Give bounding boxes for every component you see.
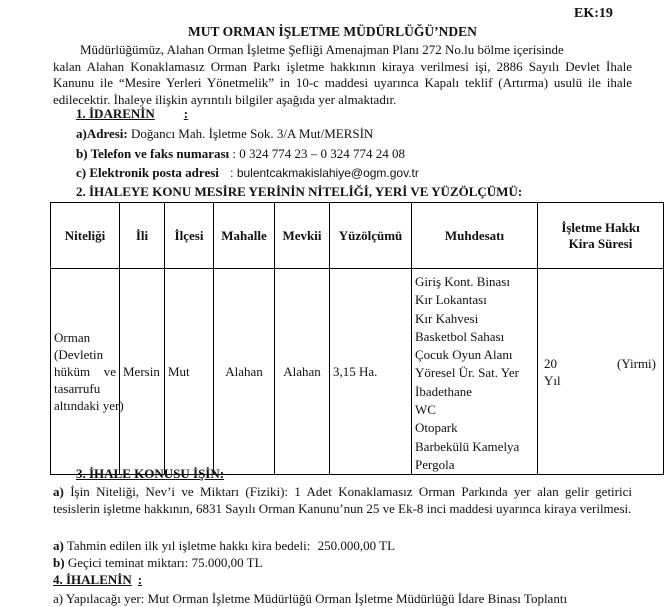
sure-line bbox=[544, 355, 660, 372]
list-item: Basketbol Sahası bbox=[415, 328, 505, 344]
list-item: Giriş Kont. Binası bbox=[415, 274, 510, 289]
list-item: Kır Kahvesi bbox=[415, 310, 479, 326]
deposit-line bbox=[53, 555, 263, 571]
sure-words: (Yirmi) bbox=[617, 355, 656, 371]
cell-ilcesi: Mut bbox=[165, 269, 214, 475]
email-value: : bulentcakmakislahiye@ogm.gov.tr bbox=[230, 166, 419, 180]
section-1-heading bbox=[76, 106, 188, 122]
niteligi-line: (Devletin bbox=[54, 347, 104, 363]
niteligi-word: ve bbox=[103, 364, 116, 380]
phone-value: : 0 324 774 23 – 0 324 774 24 08 bbox=[232, 146, 406, 161]
niteligi-line: Orman bbox=[54, 330, 91, 346]
section-4-colon: : bbox=[137, 572, 143, 587]
list-item: Çocuk Oyun Alanı bbox=[415, 347, 513, 363]
section-3-paragraph bbox=[53, 484, 632, 517]
list-item: Yöresel Ür. Sat. Yer bbox=[415, 365, 519, 381]
sure-number: 20 bbox=[544, 355, 557, 371]
cell-niteligi bbox=[51, 269, 124, 475]
deposit-label: b) bbox=[53, 555, 65, 570]
cell-ili: Mersin bbox=[120, 269, 165, 475]
intro-paragraph: kalan Alahan Konaklamasız Orman Parkı işletme hakkının kiraya verilmesi işi, 2886 Sayılı Devlet İhale Kanunu ile “Mesire Yerleri Yönetmelik” in 10-c maddesi uyarınca Kapalı teklif (Artırma) usulü ile ihale edilecektir. İhaleye ilişkin ayrıntılı bilgiler aşağıda yer almaktadır. bbox=[53, 58, 632, 107]
rent-value: 250.000,00 TL bbox=[317, 538, 396, 553]
niteligi-word: hüküm bbox=[54, 364, 91, 380]
deposit-value: 75.000,00 TL bbox=[191, 555, 263, 570]
list-item: Barbekülü Kamelya bbox=[415, 438, 520, 454]
cell-muhdesati bbox=[412, 269, 538, 475]
niteligi-line: tasarrufu bbox=[54, 381, 101, 397]
section-2-heading: 2. İHALEYE KONU MESİRE YERİNİN NİTELİĞİ, YERİ VE YÜZÖLÇÜMÜ: bbox=[76, 184, 523, 199]
header-kira-suresi: İşletme Hakkı Kira Süresi bbox=[538, 203, 664, 269]
section-4-title: 4. İHALENİN bbox=[53, 572, 132, 587]
section-1-title: 1. İDARENİN bbox=[76, 106, 155, 121]
table-row bbox=[51, 269, 664, 475]
rent-label: a) bbox=[53, 538, 64, 553]
document-title: MUT ORMAN İŞLETME MÜDÜRLÜĞÜ’NDEN bbox=[188, 24, 477, 39]
header-ili: İli bbox=[120, 203, 165, 269]
email-label: c) Elektronik posta adresi bbox=[76, 165, 219, 180]
section-4-item-a: a) Yapılacağı yer: Mut Orman İşletme Müdürlüğü Orman İşletme Müdürlüğü İdare Binası Toplantı bbox=[53, 591, 568, 606]
email-line bbox=[76, 165, 419, 181]
rent-text: Tahmin edilen ilk yıl işletme hakkı kira bedeli: bbox=[66, 538, 311, 553]
header-ilcesi: İlçesi bbox=[165, 203, 214, 269]
section-4-heading bbox=[53, 572, 142, 588]
niteligi-line bbox=[54, 363, 116, 380]
header-niteligi: Niteliği bbox=[51, 203, 120, 269]
intro-first-line: Müdürlüğümüz, Alahan Orman İşletme Şefliği Amenajman Planı 272 No.lu bölme içerisinde bbox=[80, 42, 564, 57]
address-line bbox=[76, 126, 373, 142]
cell-mahalle: Alahan bbox=[214, 269, 275, 475]
list-item: WC bbox=[415, 402, 436, 418]
list-item: Otopark bbox=[415, 420, 458, 436]
sure-unit: Yıl bbox=[544, 372, 561, 388]
list-item: Pergola bbox=[415, 456, 455, 472]
list-item: İbadethane bbox=[415, 383, 473, 399]
deposit-text: Geçici teminat miktarı: bbox=[67, 555, 189, 570]
list-item: Kır Lokantası bbox=[415, 292, 487, 308]
annex-number: EK:19 bbox=[574, 6, 613, 21]
item-a-text: İşin Niteliği, Nev’i ve Miktarı (Fiziki): 1 Adet Konaklamasız Orman Parkında yer alan gelir getirici tesislerin işletme hakkının, 6831 Sayılı Orman Kanunu’nun 25 ve Ek-8 inci maddesi uyarınca kiraya verilmesi. bbox=[53, 484, 632, 516]
rent-line bbox=[53, 538, 395, 554]
header-muhdesati: Muhdesatı bbox=[412, 203, 538, 269]
mesire-table bbox=[50, 202, 664, 475]
section-3-heading: 3. İHALE KONUSU İŞİN: bbox=[76, 466, 225, 481]
address-label: a)Adresi: bbox=[76, 126, 128, 141]
table-header-row bbox=[51, 203, 664, 269]
item-a-label: a) bbox=[53, 484, 64, 499]
cell-kira-suresi bbox=[538, 269, 664, 475]
phone-label: b) Telefon ve faks numarası bbox=[76, 146, 230, 161]
address-value: Doğancı Mah. İşletme Sok. 3/A Mut/MERSİN bbox=[131, 126, 374, 141]
cell-mevkii: Alahan bbox=[275, 269, 330, 475]
section-1-colon: : bbox=[183, 106, 189, 121]
header-mahalle: Mahalle bbox=[214, 203, 275, 269]
header-yuzolcumu: Yüzölçümü bbox=[330, 203, 412, 269]
niteligi-line: altındaki yer) bbox=[54, 398, 124, 414]
header-mevkii: Mevkii bbox=[275, 203, 330, 269]
phone-line bbox=[76, 146, 405, 162]
cell-yuzolcumu: 3,15 Ha. bbox=[330, 269, 412, 475]
